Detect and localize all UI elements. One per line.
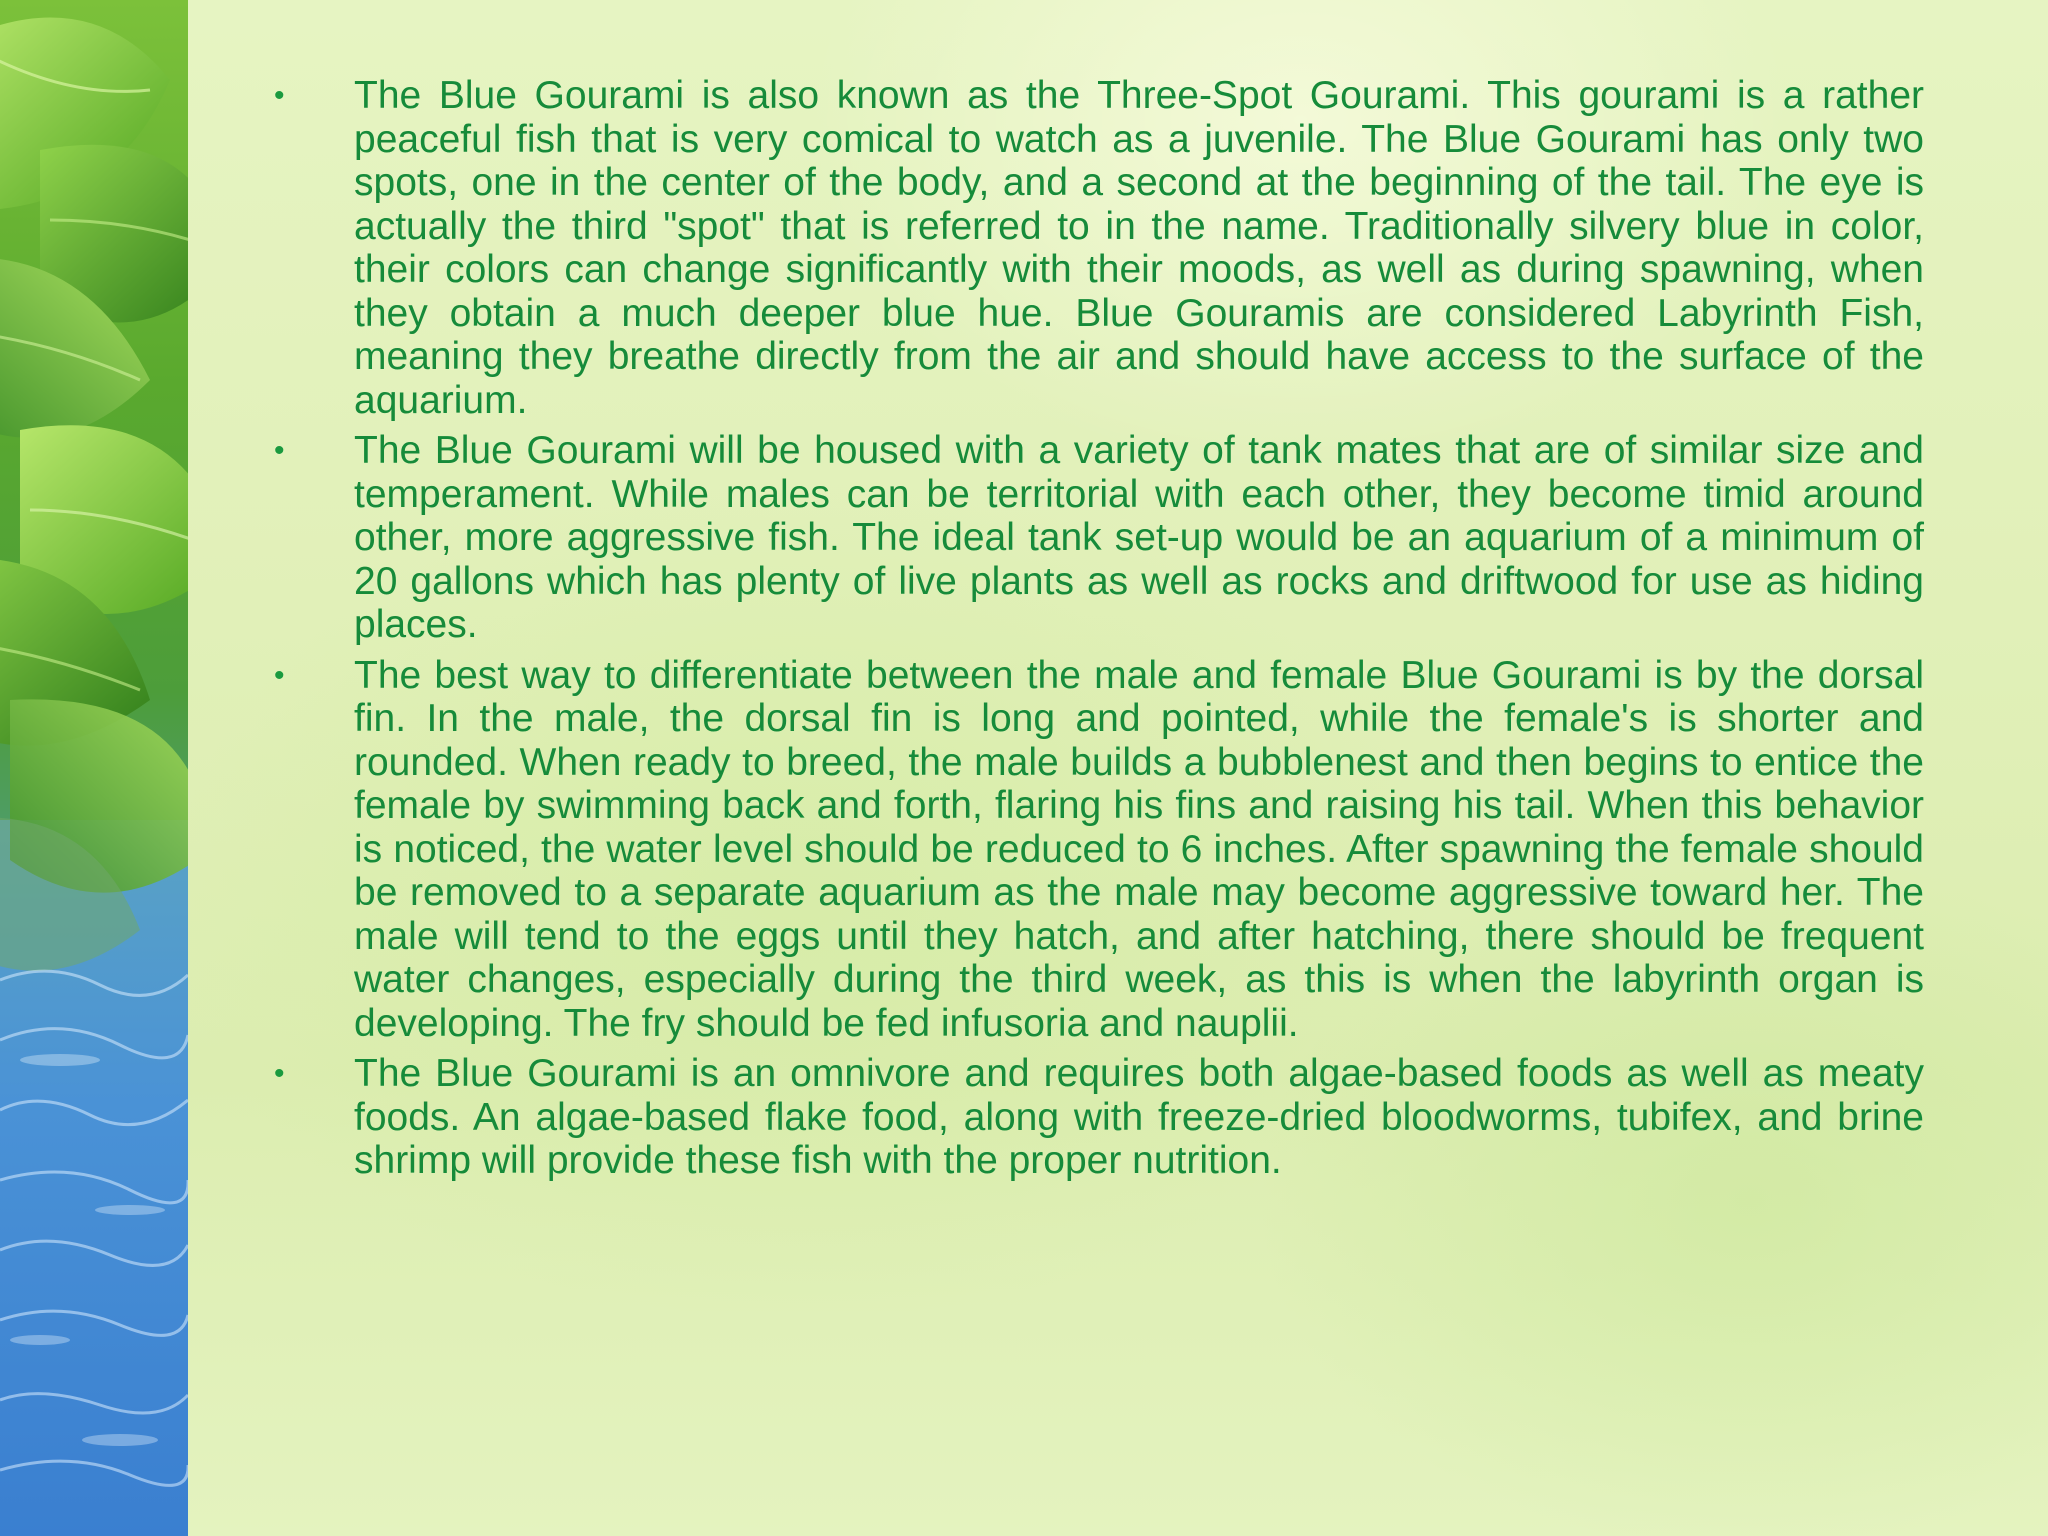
- bullet-item-4: [274, 1052, 1924, 1183]
- bullet-mark: •: [274, 434, 285, 467]
- leaves-water-graphic: [0, 0, 188, 1536]
- bullet-mark: •: [274, 79, 285, 112]
- bullet-text: The Blue Gourami will be housed with a variety of tank mates that are of similar size and temperament. While males can be territorial with each other, they become timid around other, more aggressive fish. The ideal tank set-up would be an aquarium of a minimum of 20 gallons which has plenty of live plants as well as rocks and driftwood for use as hiding places.: [354, 429, 1924, 646]
- bullet-item-2: [274, 429, 1924, 647]
- bullet-text: The Blue Gourami is also known as the Three-Spot Gourami. This gourami is a rather peaceful fish that is very comical to watch as a juvenile. The Blue Gourami has only two spots, one in the center of the body, and a second at the beginning of the tail. The eye is actually the third "spot" that is referred to in the name. Traditionally silvery blue in color, their colors can change significantly with their moods, as well as during spawning, when they obtain a much deeper blue hue. Blue Gouramis are considered Labyrinth Fish, meaning they breathe directly from the air and should have access to the surface of the aquarium.: [354, 74, 1924, 422]
- bullet-text: The Blue Gourami is an omnivore and requires both algae-based foods as well as meaty foods. An algae-based flake food, along with freeze-dried bloodworms, tubifex, and brine shrimp will provide these fish with the proper nutrition.: [354, 1052, 1924, 1182]
- bullet-mark: •: [274, 1057, 285, 1090]
- leaf-icon: [0, 18, 188, 971]
- bullet-item-3: [274, 654, 1924, 1046]
- bullet-item-1: [274, 74, 1924, 422]
- bullet-text: The best way to differentiate between the male and female Blue Gourami is by the dorsal fin. In the male, the dorsal fin is long and pointed, while the female's is shorter and rounded. When ready to breed, the male builds a bubblenest and then begins to entice the female by swimming back and forth, flaring his fins and raising his tail. When this behavior is noticed, the water level should be reduced to 6 inches. After spawning the female should be removed to a separate aquarium as the male may become aggressive toward her. The male will tend to the eggs until they hatch, and after hatching, there should be frequent water changes, especially during the third week, as this is when the labyrinth organ is developing. The fry should be fed infusoria and nauplii.: [354, 653, 1924, 1045]
- bullet-list: [274, 74, 1924, 1190]
- side-decoration-panel: [0, 0, 188, 1536]
- bullet-mark: •: [274, 658, 285, 692]
